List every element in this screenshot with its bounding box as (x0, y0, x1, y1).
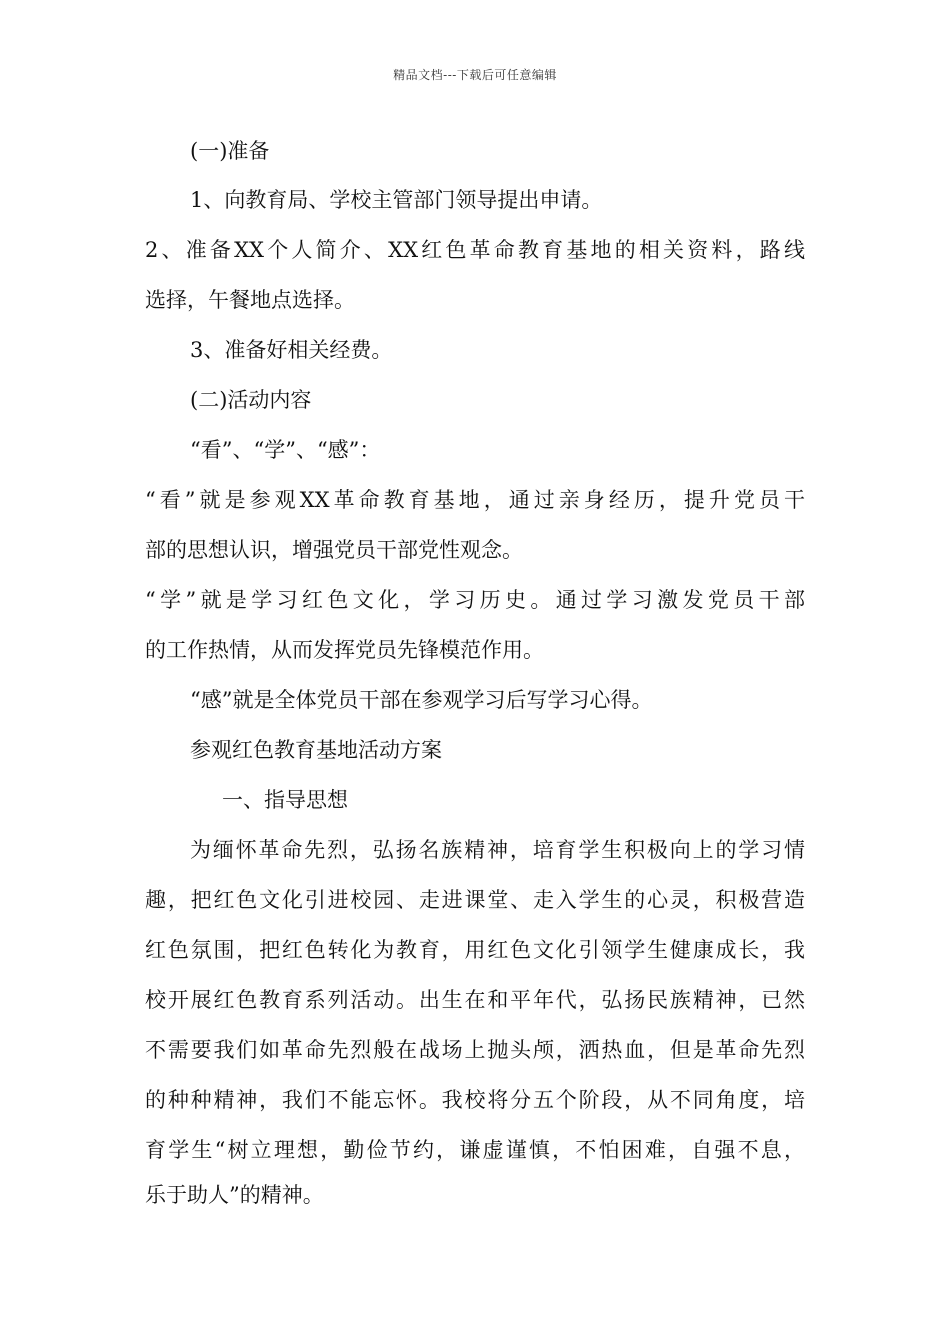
body-line-4: 校开展红色教育系列活动。出生在和平年代，弘扬民族精神，已然 (145, 988, 805, 1012)
body-line-7: 育学生“树立理想，勤俭节约，谦虚谨慎，不怕困难，自强不息， (145, 1138, 805, 1162)
list-item-2-line-1: 2、准备XX个人简介、XX红色革命教育基地的相关资料，路线 (145, 238, 805, 262)
body-line-6: 的种种精神，我们不能忘怀。我校将分五个阶段，从不同角度，培 (145, 1088, 805, 1112)
plan-title: 参观红色教育基地活动方案 (190, 738, 442, 762)
body-line-2: 趣，把红色文化引进校园、走进课堂、走入学生的心灵，积极营造 (145, 888, 805, 912)
list-item-1: 1、向教育局、学校主管部门领导提出申请。 (190, 188, 603, 212)
kan-paragraph-line-1: “看”就是参观XX革命教育基地，通过亲身经历，提升党员干 (145, 488, 805, 512)
body-line-8: 乐于助人”的精神。 (145, 1183, 324, 1207)
kan-paragraph-line-2: 部的思想认识，增强党员干部党性观念。 (145, 538, 523, 562)
section-heading-activity: (二)活动内容 (190, 388, 312, 412)
activity-keywords: “看”、“学”、“感”： (190, 438, 381, 462)
xue-paragraph-line-1: “学”就是学习红色文化，学习历史。通过学习激发党员干部 (145, 588, 805, 612)
section-heading-guiding-thought: 一、指导思想 (222, 788, 348, 812)
body-line-3: 红色氛围，把红色转化为教育，用红色文化引领学生健康成长，我 (145, 938, 805, 962)
gan-paragraph: “感”就是全体党员干部在参观学习后写学习心得。 (190, 688, 653, 712)
xue-paragraph-line-2: 的工作热情，从而发挥党员先锋模范作用。 (145, 638, 544, 662)
body-line-1: 为缅怀革命先烈，弘扬名族精神，培育学生积极向上的学习情 (190, 838, 805, 862)
body-line-5: 不需要我们如革命先烈般在战场上抛头颅，洒热血，但是革命先烈 (145, 1038, 805, 1062)
list-item-3: 3、准备好相关经费。 (190, 338, 393, 362)
page-header: 精品文档---下载后可任意编辑 (393, 68, 557, 82)
list-item-2-line-2: 选择，午餐地点选择。 (145, 288, 355, 312)
section-heading-preparation: (一)准备 (190, 139, 270, 163)
